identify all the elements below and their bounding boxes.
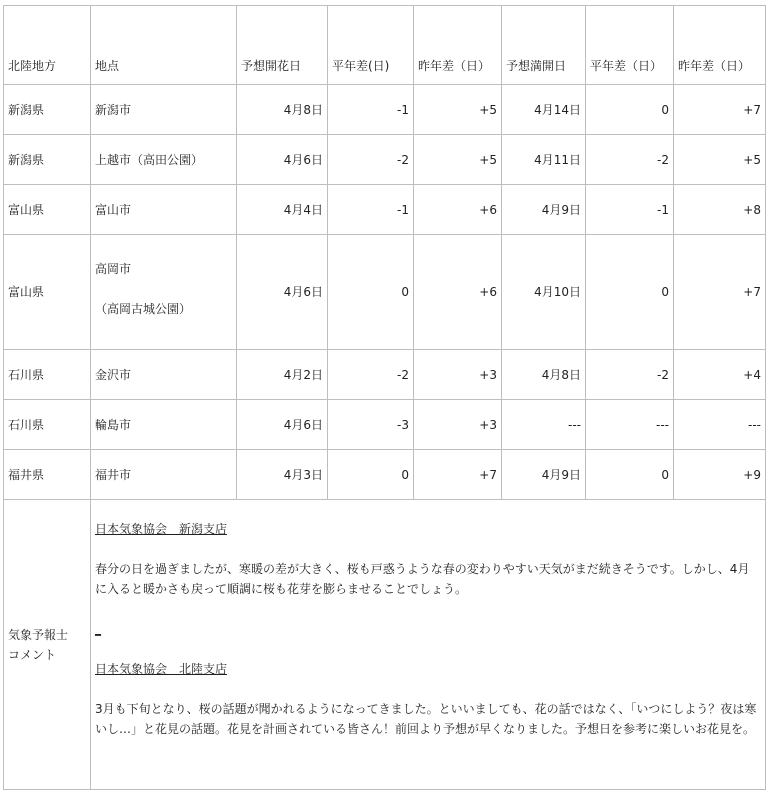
location-name: 高岡市 bbox=[95, 262, 132, 276]
prefecture-cell: 新潟県 bbox=[4, 135, 91, 185]
header-cell: 昨年差（日） bbox=[414, 6, 502, 85]
prefecture-cell: 富山県 bbox=[4, 185, 91, 235]
comment-label-cell bbox=[4, 500, 91, 790]
full-lastyear-diff-cell: +9 bbox=[674, 450, 766, 500]
table-row bbox=[4, 135, 766, 185]
bloom-date-cell: 4月6日 bbox=[237, 235, 328, 350]
prefecture-cell: 新潟県 bbox=[4, 85, 91, 135]
lastyear-diff-cell: +5 bbox=[414, 85, 502, 135]
sakura-forecast-table bbox=[3, 5, 766, 790]
full-lastyear-diff-cell: +5 bbox=[674, 135, 766, 185]
full-bloom-date-cell: 4月10日 bbox=[502, 235, 586, 350]
table-row bbox=[4, 400, 766, 450]
bloom-date-cell: 4月8日 bbox=[237, 85, 328, 135]
hokuriku-comment-text: 3月も下旬となり、桜の話題が聞かれるようになってきました。といいましても、花の話ではなく、「いつにしよう？夜は寒いし…」と花見の話題。花見を計画されている皆さん！前回より予想が早くなりました。予想日を参考に楽しいお花見を。 bbox=[95, 702, 757, 736]
normal-diff-cell: 0 bbox=[328, 450, 414, 500]
full-lastyear-diff-cell: +4 bbox=[674, 350, 766, 400]
full-normal-diff-cell: 0 bbox=[586, 85, 674, 135]
table-row bbox=[4, 85, 766, 135]
comment-label-line: コメント bbox=[8, 647, 57, 662]
location-sub: （高岡古城公園） bbox=[95, 302, 192, 316]
location-cell: 福井市 bbox=[91, 450, 237, 500]
lastyear-diff-cell: +5 bbox=[414, 135, 502, 185]
full-lastyear-diff-cell: +7 bbox=[674, 235, 766, 350]
normal-diff-cell: 0 bbox=[328, 235, 414, 350]
niigata-comment-text: 春分の日を過ぎましたが、寒暖の差が大きく、桜も戸惑うような春の変わりやすい天気がまだ続きそうです。しかし、4月に入ると暖かさも戻って順調に桜も花芽を膨らませることでしょう。 bbox=[95, 562, 750, 596]
full-bloom-date-cell: 4月8日 bbox=[502, 350, 586, 400]
location-cell: 金沢市 bbox=[91, 350, 237, 400]
location-cell: 富山市 bbox=[91, 185, 237, 235]
lastyear-diff-cell: +6 bbox=[414, 185, 502, 235]
bloom-date-cell: 4月6日 bbox=[237, 400, 328, 450]
full-lastyear-diff-cell: +8 bbox=[674, 185, 766, 235]
prefecture-cell: 福井県 bbox=[4, 450, 91, 500]
normal-diff-cell: -2 bbox=[328, 135, 414, 185]
full-lastyear-diff-cell: --- bbox=[674, 400, 766, 450]
prefecture-cell: 富山県 bbox=[4, 235, 91, 350]
comment-label-line: 気象予報士 bbox=[8, 627, 69, 642]
bloom-date-cell: 4月4日 bbox=[237, 185, 328, 235]
table-row bbox=[4, 185, 766, 235]
full-normal-diff-cell: -1 bbox=[586, 185, 674, 235]
location-cell: 新潟市 bbox=[91, 85, 237, 135]
normal-diff-cell: -1 bbox=[328, 185, 414, 235]
header-cell: 北陸地方 bbox=[4, 6, 91, 85]
forecaster-comment bbox=[91, 500, 766, 790]
location-cell: 輪島市 bbox=[91, 400, 237, 450]
header-cell: 昨年差（日） bbox=[674, 6, 766, 85]
lastyear-diff-cell: +3 bbox=[414, 400, 502, 450]
prefecture-cell: 石川県 bbox=[4, 400, 91, 450]
prefecture-cell: 石川県 bbox=[4, 350, 91, 400]
full-bloom-date-cell: 4月11日 bbox=[502, 135, 586, 185]
full-normal-diff-cell: -2 bbox=[586, 135, 674, 185]
header-cell: 予想満開日 bbox=[502, 6, 586, 85]
table-row bbox=[4, 235, 766, 350]
full-normal-diff-cell: 0 bbox=[586, 235, 674, 350]
bloom-date-cell: 4月2日 bbox=[237, 350, 328, 400]
location-cell: 上越市（高田公園） bbox=[91, 135, 237, 185]
header-cell: 地点 bbox=[91, 6, 237, 85]
header-row bbox=[4, 6, 766, 85]
lastyear-diff-cell: +3 bbox=[414, 350, 502, 400]
location-cell bbox=[91, 235, 237, 350]
lastyear-diff-cell: +6 bbox=[414, 235, 502, 350]
full-bloom-date-cell: 4月9日 bbox=[502, 450, 586, 500]
normal-diff-cell: -1 bbox=[328, 85, 414, 135]
table-row bbox=[4, 450, 766, 500]
hokuriku-branch-title: 日本気象協会 北陸支店 bbox=[95, 662, 228, 676]
header-cell: 平年差（日） bbox=[586, 6, 674, 85]
full-lastyear-diff-cell: +7 bbox=[674, 85, 766, 135]
bloom-date-cell: 4月6日 bbox=[237, 135, 328, 185]
full-bloom-date-cell: 4月9日 bbox=[502, 185, 586, 235]
comment-spacer: _ bbox=[95, 622, 101, 636]
header-cell: 平年差(日) bbox=[328, 6, 414, 85]
normal-diff-cell: -2 bbox=[328, 350, 414, 400]
niigata-branch-title: 日本気象協会 新潟支店 bbox=[95, 522, 228, 536]
full-normal-diff-cell: -2 bbox=[586, 350, 674, 400]
lastyear-diff-cell: +7 bbox=[414, 450, 502, 500]
table-row bbox=[4, 350, 766, 400]
bloom-date-cell: 4月3日 bbox=[237, 450, 328, 500]
normal-diff-cell: -3 bbox=[328, 400, 414, 450]
header-cell: 予想開花日 bbox=[237, 6, 328, 85]
full-normal-diff-cell: 0 bbox=[586, 450, 674, 500]
full-bloom-date-cell: 4月14日 bbox=[502, 85, 586, 135]
comment-row bbox=[4, 500, 766, 790]
full-normal-diff-cell: --- bbox=[586, 400, 674, 450]
full-bloom-date-cell: --- bbox=[502, 400, 586, 450]
